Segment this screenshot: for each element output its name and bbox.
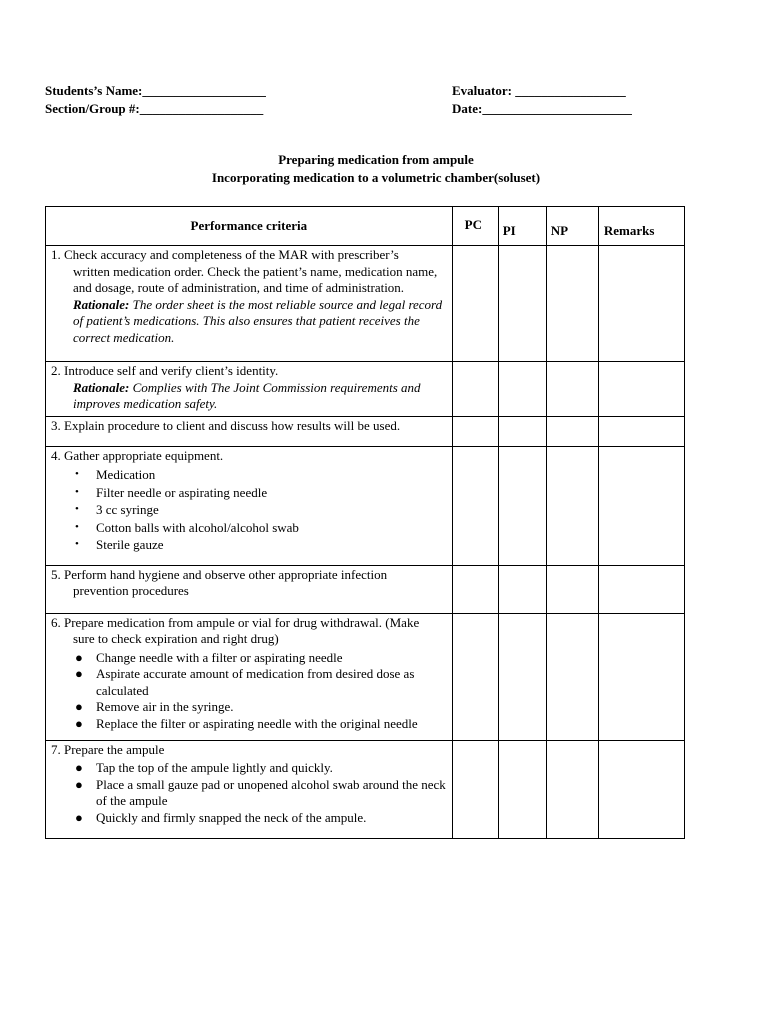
pc-cell[interactable] <box>452 613 498 740</box>
remarks-cell[interactable] <box>598 613 684 740</box>
pi-cell[interactable] <box>498 246 546 362</box>
criteria-text: 4. Gather appropriate equipment. <box>51 447 224 463</box>
pi-cell[interactable] <box>498 740 546 838</box>
header-performance-criteria: Performance criteria <box>46 207 453 246</box>
criteria-continuation: prevention procedures <box>73 583 189 598</box>
pi-cell[interactable] <box>498 362 546 417</box>
table-row <box>46 565 685 613</box>
student-info <box>45 82 266 118</box>
np-cell[interactable] <box>546 362 598 417</box>
remarks-cell[interactable] <box>598 246 684 362</box>
header-pi: PI <box>498 207 546 246</box>
criteria-text: 5. Perform hand hygiene and observe other appropriate infection <box>51 566 388 582</box>
pi-cell[interactable] <box>498 613 546 740</box>
list-item: ● Replace the filter or aspirating needle with the original needle <box>75 715 418 731</box>
header-remarks: Remarks <box>598 207 684 246</box>
remarks-cell[interactable] <box>598 446 684 565</box>
pc-cell[interactable] <box>452 362 498 417</box>
criteria-text: 1. Check accuracy and completeness of the MAR with prescriber’s <box>51 247 399 262</box>
criteria-text: 2. Introduce self and verify client’s identity. <box>51 363 279 378</box>
pi-cell[interactable] <box>498 565 546 613</box>
evaluator-field: Evaluator: _________________ <box>452 83 626 98</box>
np-cell[interactable] <box>546 740 598 838</box>
criteria-cell-4 <box>46 446 453 565</box>
section-group-field: Section/Group #:___________________ <box>45 101 264 116</box>
pc-cell[interactable] <box>452 446 498 565</box>
pi-cell[interactable] <box>498 446 546 565</box>
criteria-continuation: written medication order. Check the patient’s name, medication name, and dosage, route of administration, and time of administration. <box>73 263 438 295</box>
list-item: ● Quickly and firmly snapped the neck of the ampule. <box>75 809 367 825</box>
table-header-row <box>46 207 685 246</box>
remarks-cell[interactable] <box>598 416 684 446</box>
rationale <box>51 297 448 347</box>
criteria-cell-6 <box>46 613 453 740</box>
pc-cell[interactable] <box>452 740 498 838</box>
list-item: ● Aspirate accurate amount of medication from desired dose as calculated <box>75 666 415 698</box>
list-item: ● Change needle with a filter or aspirating needle <box>75 649 343 665</box>
list-item: • Cotton balls with alcohol/alcohol swab <box>75 519 299 535</box>
rationale-label: Rationale: <box>73 379 130 395</box>
list-item: • 3 cc syringe <box>75 502 159 517</box>
table-row <box>46 246 685 362</box>
np-cell[interactable] <box>546 446 598 565</box>
list-item: ● Remove air in the syringe. <box>75 699 234 714</box>
criteria-cell-7 <box>46 740 453 838</box>
np-cell[interactable] <box>546 565 598 613</box>
criteria-text: 7. Prepare the ampule <box>51 741 165 757</box>
remarks-cell[interactable] <box>598 565 684 613</box>
table-row <box>46 446 685 565</box>
criteria-text: 3. Explain procedure to client and discuss how results will be used. <box>51 417 401 433</box>
rationale <box>51 380 448 413</box>
list-item: • Filter needle or aspirating needle <box>75 484 268 500</box>
header-np: NP <box>546 207 598 246</box>
criteria-cell-3 <box>46 416 453 446</box>
rationale-text: Complies with The Joint Commission requirements and improves medication safety. <box>73 379 421 411</box>
header-pc: PC <box>452 207 498 246</box>
list-item: ● Tap the top of the ampule lightly and quickly. <box>75 760 333 775</box>
performance-checklist-table <box>45 206 685 839</box>
steps-list <box>51 650 448 733</box>
np-cell[interactable] <box>546 613 598 740</box>
table-row <box>46 740 685 838</box>
list-item: • Sterile gauze <box>75 537 164 552</box>
criteria-continuation: sure to check expiration and right drug) <box>73 631 279 646</box>
list-item: ● Place a small gauze pad or unopened alcohol swab around the neck of the ampule <box>75 776 446 808</box>
table-row <box>46 416 685 446</box>
equipment-list <box>51 466 448 554</box>
rationale-label: Rationale: <box>73 296 130 312</box>
criteria-cell-5 <box>46 565 453 613</box>
document-subtitle: Incorporating medication to a volumetric chamber(soluset) <box>211 170 541 185</box>
pc-cell[interactable] <box>452 565 498 613</box>
list-item: • Medication <box>75 467 156 482</box>
document-title: Preparing medication from ampule <box>278 152 474 167</box>
pc-cell[interactable] <box>452 246 498 362</box>
evaluator-info <box>452 82 632 118</box>
criteria-cell-2 <box>46 362 453 417</box>
table-row <box>46 362 685 417</box>
rationale-text: The order sheet is the most reliable source and legal record of patient’s medications. This also ensures that patient receives the correct medication. <box>73 296 443 345</box>
pc-cell[interactable] <box>452 416 498 446</box>
date-field: Date:_______________________ <box>452 101 632 116</box>
np-cell[interactable] <box>546 246 598 362</box>
steps-list <box>51 760 448 826</box>
criteria-text: 6. Prepare medication from ampule or vial for drug withdrawal. (Make <box>51 614 420 630</box>
student-name-field: Students’s Name:___________________ <box>45 83 266 98</box>
criteria-cell-1 <box>46 246 453 362</box>
remarks-cell[interactable] <box>598 740 684 838</box>
remarks-cell[interactable] <box>598 362 684 417</box>
pi-cell[interactable] <box>498 416 546 446</box>
table-row <box>46 613 685 740</box>
np-cell[interactable] <box>546 416 598 446</box>
